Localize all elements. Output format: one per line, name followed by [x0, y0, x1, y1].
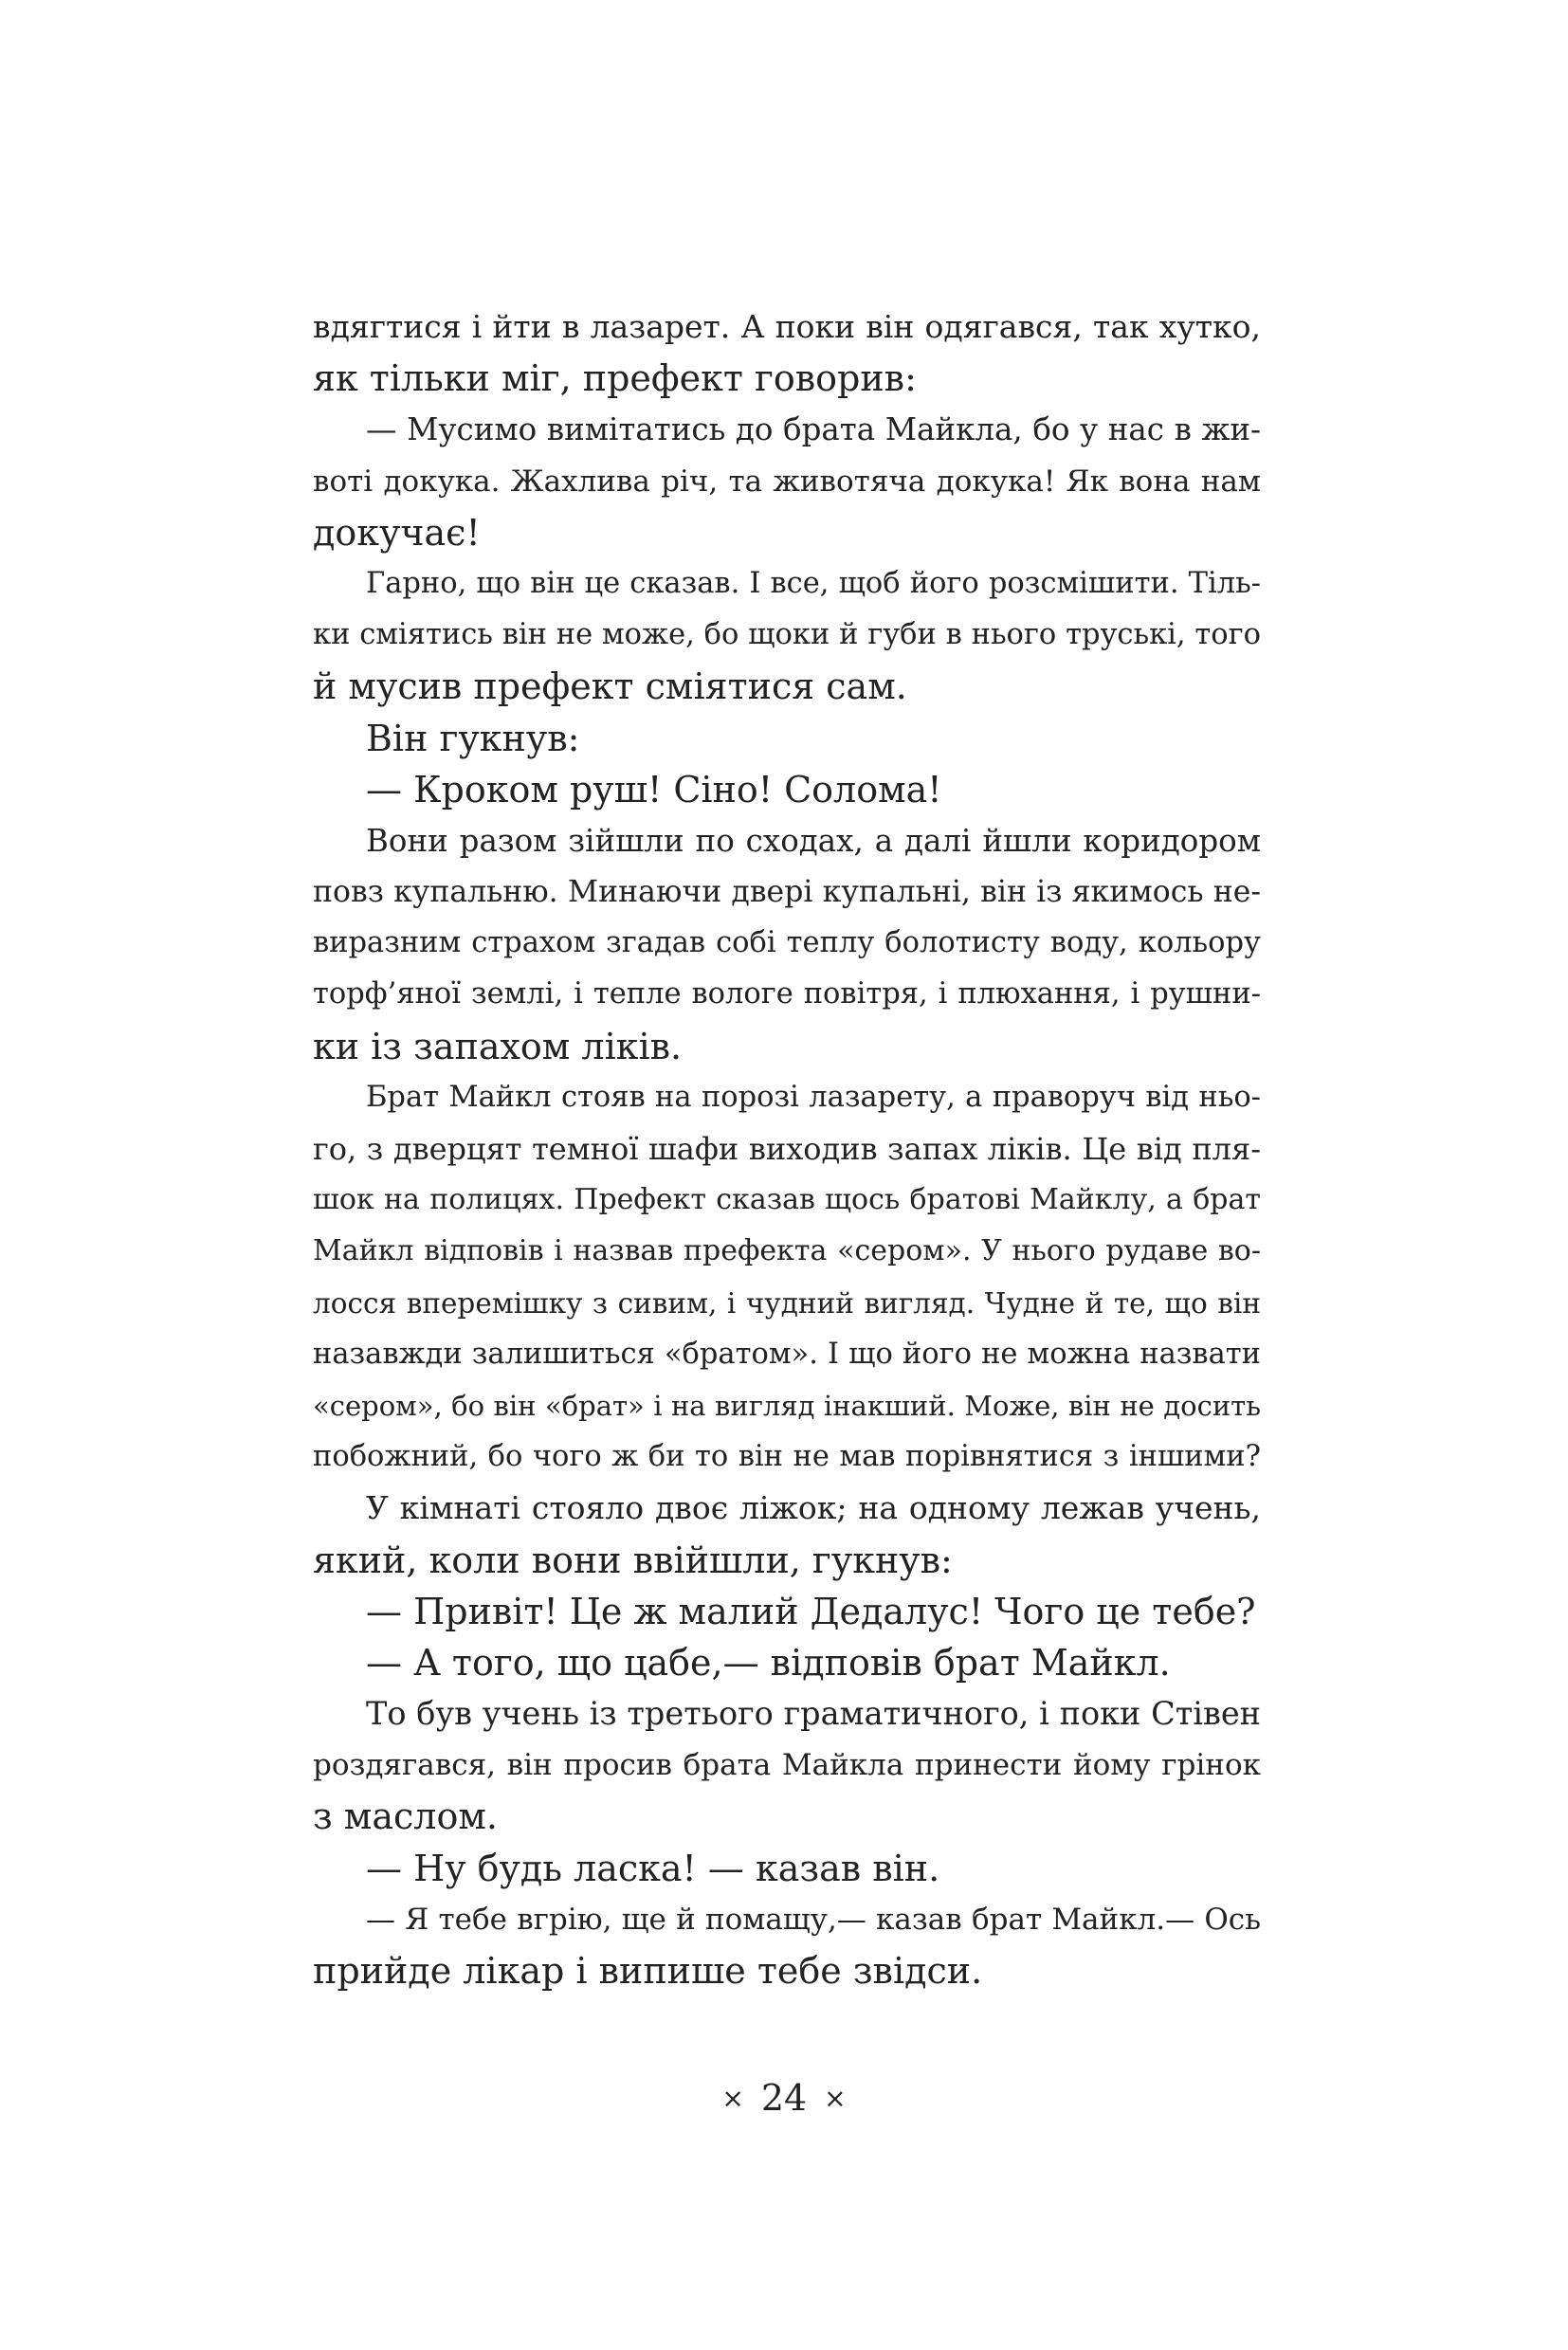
text-line: назавжди залишиться «братом». І що його не можна назвати — [313, 1337, 1261, 1371]
text-line: торф’яної землі, і тепле вологе повітря, і плюхання, і рушни- — [313, 977, 1261, 1011]
text-line: — Я тебе вгрію, ще й помащу,— казав брат Майкл.— Ось — [366, 1902, 1261, 1937]
text-line: Вони разом зійшли по сходах, а далі йшли коридором — [366, 822, 1261, 859]
text-line: повз купальню. Минаючи двері купальні, він із якимось не- — [313, 875, 1261, 910]
text-line: вдягтися і йти в лазарет. А поки він одягався, так хутко, — [313, 308, 1261, 345]
text-line: ки із запахом ліків. — [313, 1025, 683, 1067]
text-line: — Мусимо вимітатись до брата Майкла, бо у нас в жи- — [366, 411, 1261, 448]
text-line: ки сміятись він не може, бо щоки й губи в нього труські, того — [313, 618, 1261, 652]
text-line: й мусив префект сміятися сам. — [313, 665, 907, 708]
text-line: який, коли вони ввійшли, гукнув: — [313, 1539, 953, 1581]
text-line: То був учень із третього граматичного, і поки Стівен — [366, 1695, 1261, 1733]
body-text — [313, 301, 1261, 1996]
text-line: виразним страхом згадав собі теплу болотисту воду, кольору — [313, 926, 1261, 960]
page-number-left-mark: × — [721, 2083, 744, 2114]
text-line: лосся вперемішку з сивим, і чудний вигляд. Чудне й те, що він — [313, 1286, 1261, 1320]
text-line: роздягався, він просив брата Майкла принести йому грінок — [313, 1748, 1261, 1783]
text-line: Майкл відповів і назвав префекта «сером». У нього рудаве во- — [313, 1234, 1261, 1268]
text-line: шок на полицях. Префект сказав щось братові Майклу, а брат — [313, 1183, 1261, 1217]
text-line: Гарно, що він це сказав. І все, щоб його розсмішити. Тіль- — [366, 566, 1261, 600]
text-line: воті докука. Жахлива річ, та животяча докука! Як вона нам — [313, 464, 1261, 499]
page-number-right-mark: × — [824, 2083, 847, 2114]
text-line: — А того, що цабе,— відповів брат Майкл. — [366, 1641, 1171, 1684]
text-line: прийде лікар і випише тебе звідси. — [313, 1950, 983, 1992]
text-line: Брат Майкл стояв на порозі лазарету, а праворуч від ньо- — [366, 1080, 1261, 1114]
text-line: У кімнаті стояло двоє ліжок; на одному лежав учень, — [366, 1489, 1261, 1527]
page-number — [0, 2072, 1568, 2124]
text-line: «сером», бо він «брат» і на вигляд інакший. Може, він не досить — [313, 1389, 1261, 1422]
text-line: — Кроком руш! Сіно! Солома! — [366, 768, 942, 811]
text-line: — Ну будь ласка! — казав він. — [366, 1847, 940, 1889]
text-line: го, з дверцят темної шафи виходив запах ліків. Це від пля- — [313, 1131, 1261, 1167]
page-number-value: 24 — [760, 2077, 808, 2119]
text-line: побожний, бо чого ж би то він не мав порівнятися з іншими? — [313, 1440, 1261, 1474]
text-line: як тільки міг, префект говорив: — [313, 357, 917, 400]
text-line: з маслом. — [313, 1795, 498, 1838]
text-line: — Привіт! Це ж малий Дедалус! Чого це тебе? — [366, 1590, 1256, 1632]
text-line: докучає! — [313, 511, 481, 554]
text-line: Він гукнув: — [366, 717, 580, 759]
